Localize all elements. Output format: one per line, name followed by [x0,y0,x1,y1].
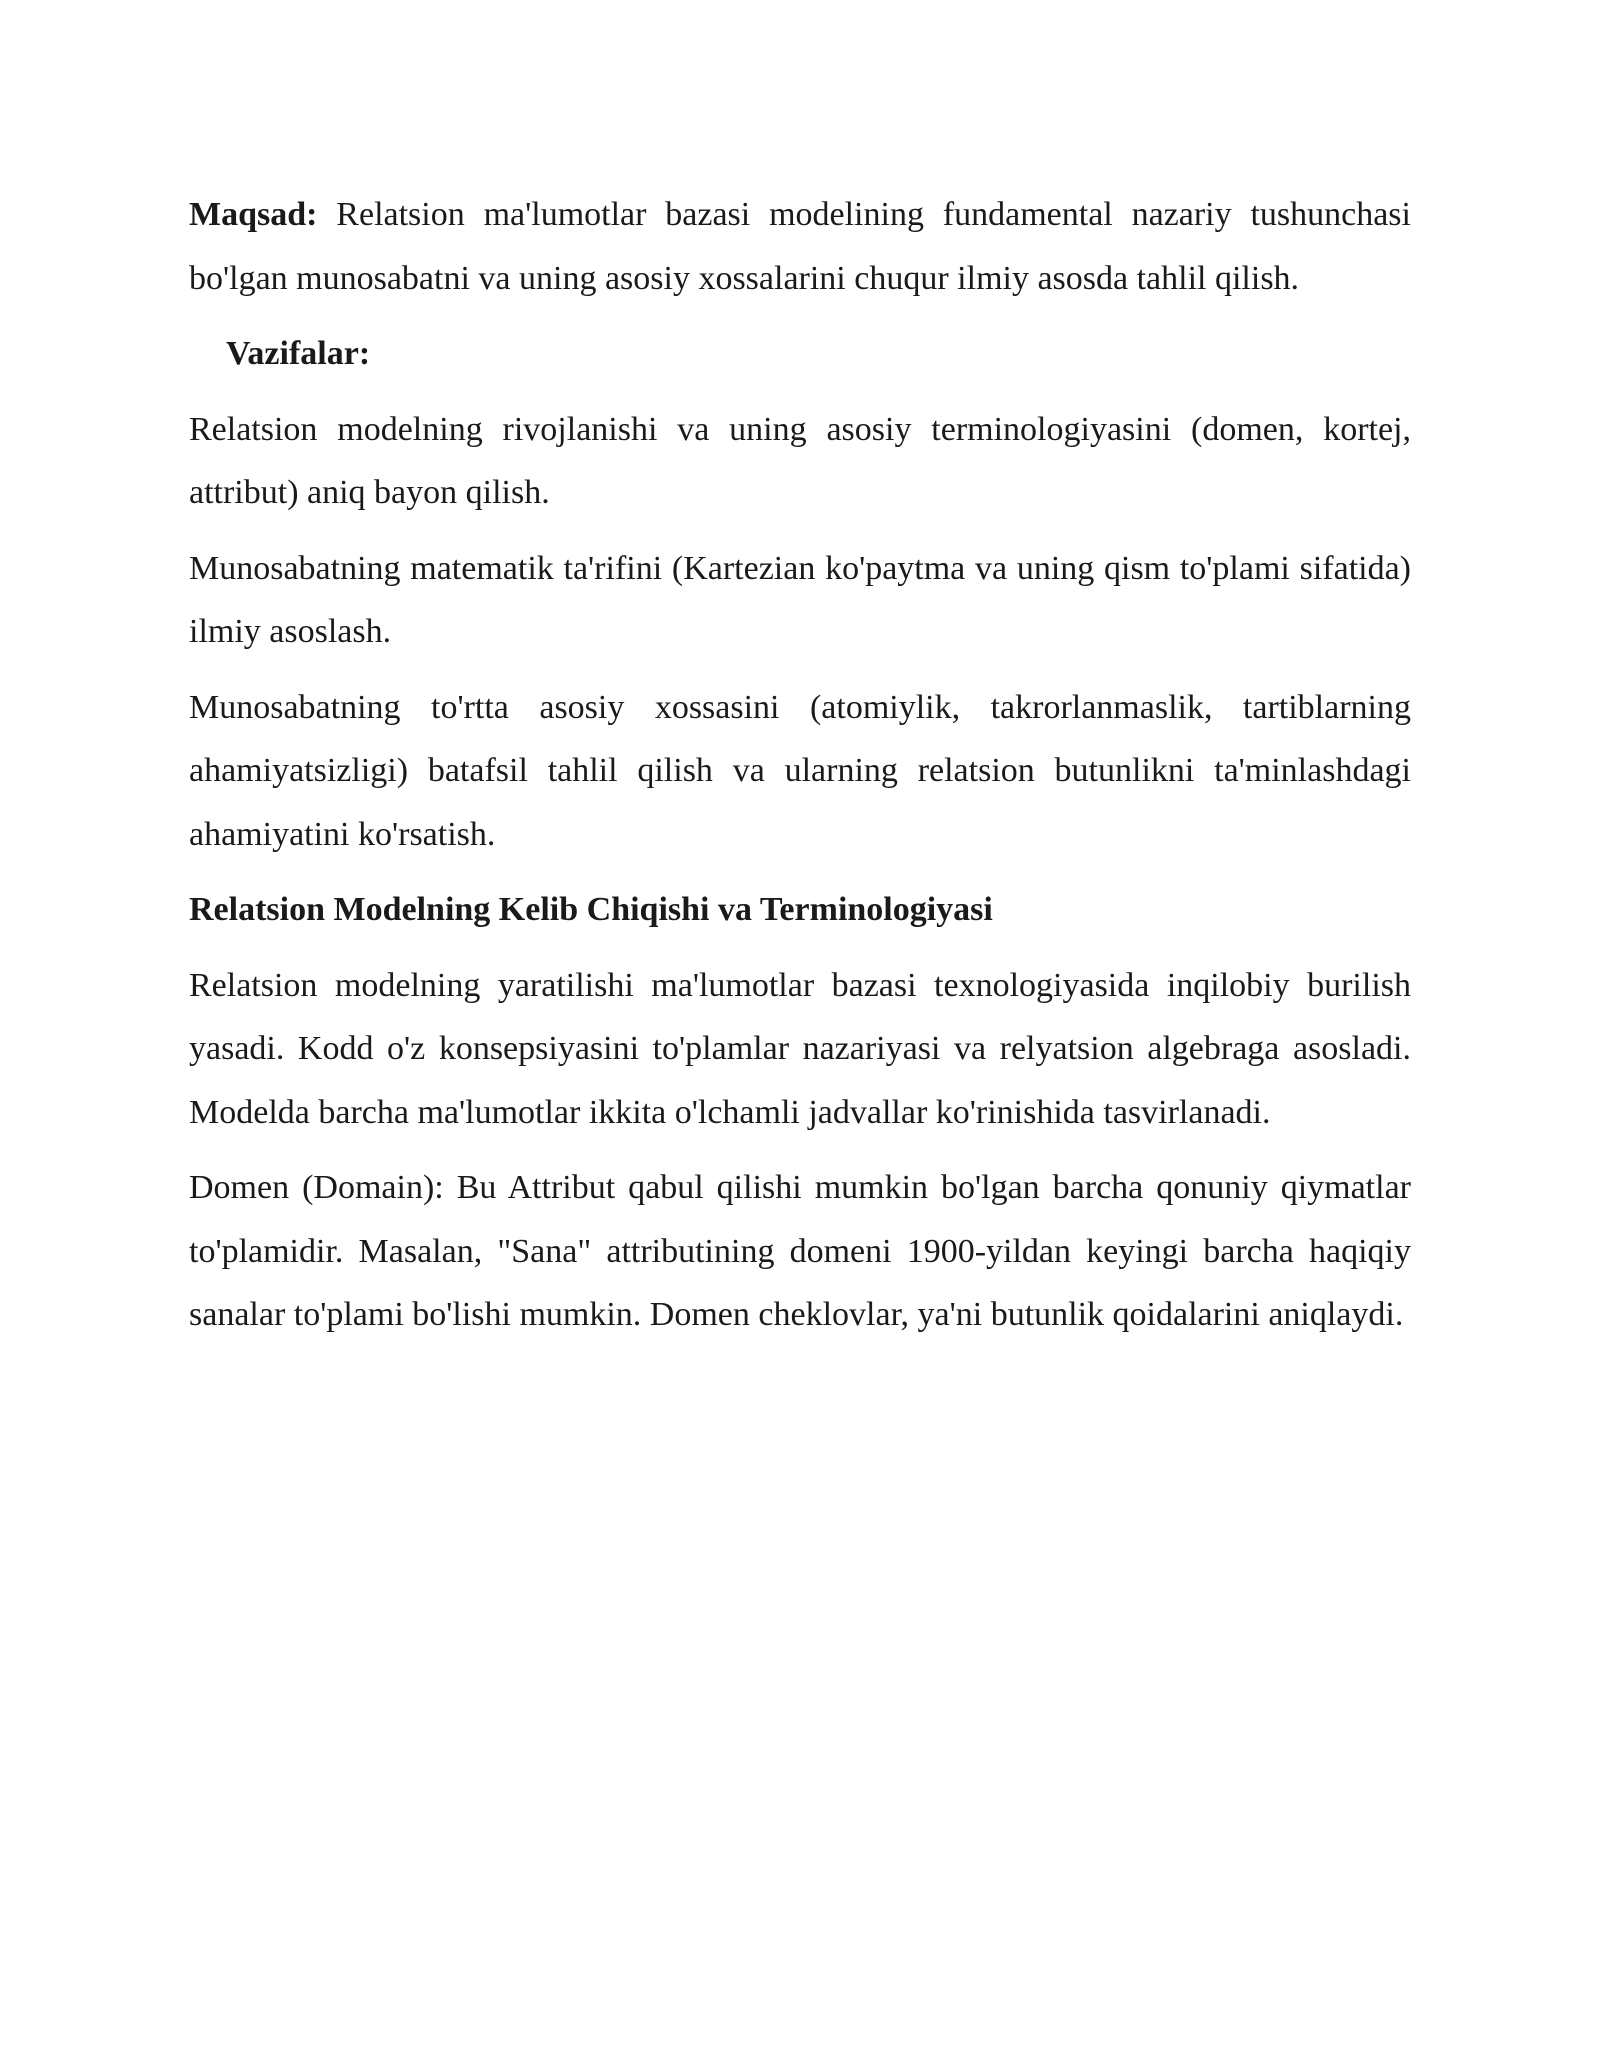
task-paragraph: Relatsion modelning rivojlanishi va uning asosiy terminologiyasini (domen, kortej, attribut) aniq bayon qilish. [189,410,1411,511]
domain-definition-paragraph: Domen (Domain): Bu Attribut qabul qilishi mumkin bo'lgan barcha qonuniy qiymatlar to'plamidir. Masalan, "Sana" attributining domeni 1900-yildan keyingi barcha haqiqiy sanalar to'plami bo'lishi mumkin. Domen cheklovlar, ya'ni butunlik qoidalarini aniqlaydi. [189,1169,1411,1333]
goal-label: Maqsad: [189,196,318,233]
tasks-heading: Vazifalar: [226,335,371,372]
task-paragraph: Munosabatning matematik ta'rifini (Kartezian ko'paytma va uning qism to'plami sifatida) ilmiy asoslash. [189,549,1411,650]
goal-paragraph [189,183,1411,310]
document-page [189,183,1411,1359]
task-paragraph: Munosabatning to'rtta asosiy xossasini (atomiylik, takrorlanmaslik, tartiblarning ahamiyatsizligi) batafsil tahlil qilish va ularning relatsion butunlikni ta'minlashdagi ahamiyatini ko'rsatish. [189,688,1411,853]
body-paragraph: Relatsion modelning yaratilishi ma'lumotlar bazasi texnologiyasida inqilobiy burilish yasadi. Kodd o'z konsepsiyasini to'plamlar nazariyasi va relyatsion algebraga asosladi. Modelda barcha ma'lumotlar ikkita o'lchamli jadvallar ko'rinishida tasvirlanadi. [189,966,1411,1131]
section-heading: Relatsion Modelning Kelib Chiqishi va Terminologiyasi [189,891,993,928]
goal-text: Relatsion ma'lumotlar bazasi modelining fundamental nazariy tushunchasi bo'lgan munosabatni va uning asosiy xossalarini chuqur ilmiy asosda tahlil qilish. [189,196,1411,297]
